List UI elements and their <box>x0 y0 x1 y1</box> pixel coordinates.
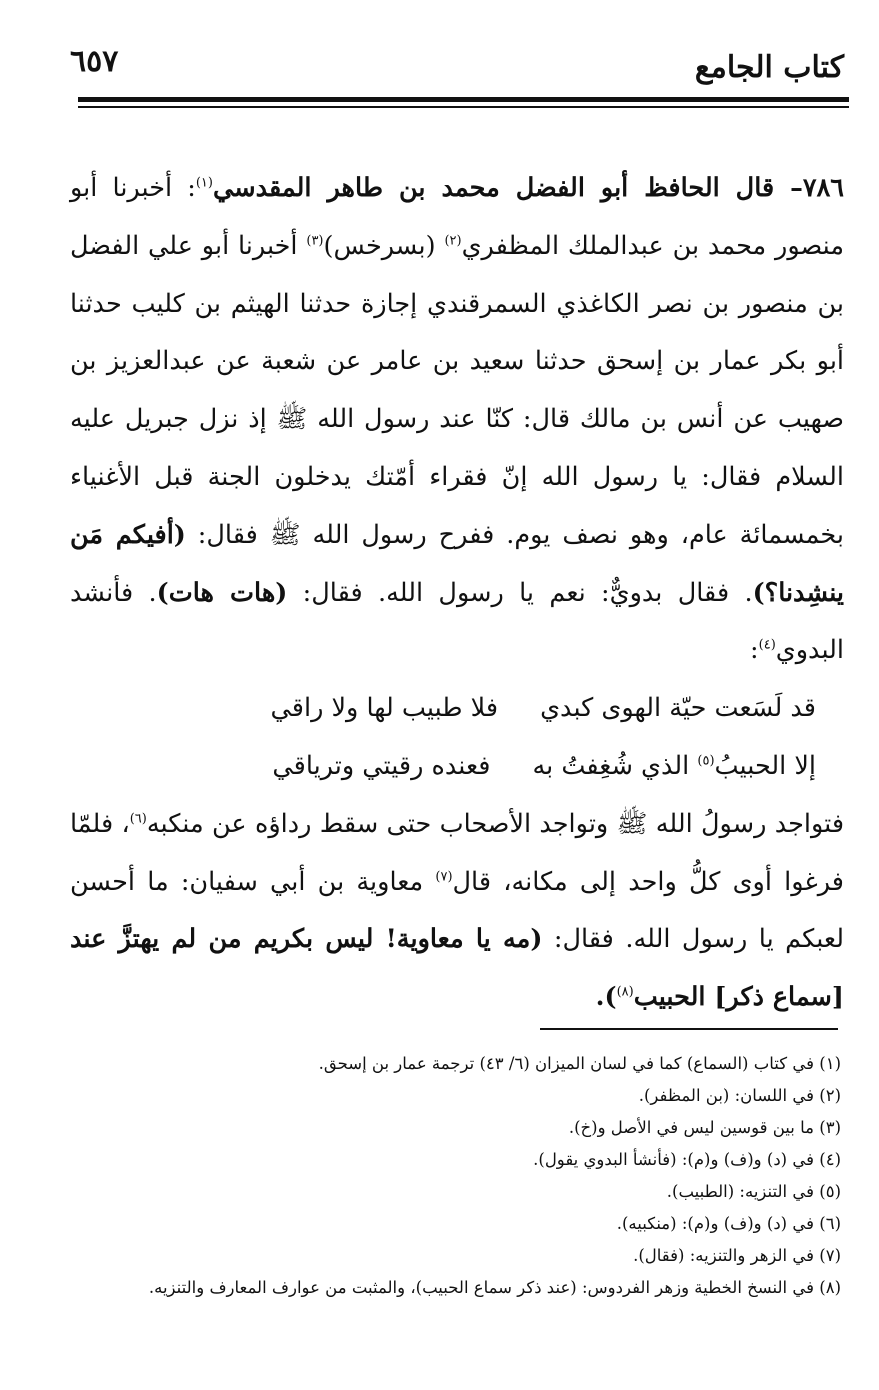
verse-2-text-b: الذي شُغِفتُ به <box>532 750 698 781</box>
book-section-title: كتاب الجامع <box>694 50 844 85</box>
footnote-ref-6: (٦) <box>129 811 147 827</box>
closing-text-b: ، فلمّا فرغوا أوى كلُّ واحد إلى مكانه، قال <box>70 808 844 897</box>
closing-text-c: معاوية بن أبي سفيان: ما أحسن لعبكم يا رسول الله. فقال: <box>70 866 844 955</box>
footnote-ref-8: (٨) <box>616 984 634 1000</box>
header-rule-thick <box>78 97 849 102</box>
main-text <box>70 160 844 1027</box>
footnotes-list <box>60 1048 841 1304</box>
footnote-item: (١) في كتاب (السماع) كما في لسان الميزان (٦/ ٤٣) ترجمة عمار بن إسحق. <box>318 1054 841 1073</box>
footnote-item: (٨) في النسخ الخطية وزهر الفردوس: (عند ذكر سماع الحبيب)، والمثبت من عوارف المعارف والتنزيه. <box>148 1278 841 1297</box>
footnote-ref-4: (٤) <box>758 637 776 653</box>
footnote-item: (٣) ما بين قوسين ليس في الأصل و(خ). <box>568 1118 841 1137</box>
footnote-ref-5: (٥) <box>697 753 715 769</box>
isnad-text-a: : أخبرنا أبو منصور محمد بن عبدالملك المظفري <box>70 173 844 261</box>
hadith-number: ٧٨٦– <box>774 173 844 203</box>
poem-verse-2 <box>70 738 844 796</box>
prophet-quote-3-end: ). <box>595 982 617 1013</box>
narration-text-e: . فأنشد البدوي <box>70 577 844 666</box>
footnote-item: (٥) في التنزيه: (الطبيب). <box>666 1182 841 1201</box>
verse-1-second-hemistich: فلا طبيب لها ولا راقي <box>270 693 499 724</box>
header-rule-thin <box>78 106 849 108</box>
prophet-quote-3: (مه يا معاوية! ليس بكريم من لم يهتزَّ عند [سماع ذكر] الحبيب <box>70 924 844 1013</box>
narration-text-d: . فقال بدويٌّ: نعم يا رسول الله. فقال: <box>287 577 753 608</box>
prophet-quote-1: (أفيكم مَن ينشِدنا؟) <box>70 519 844 608</box>
footnote-ref-2: (٢) <box>444 233 462 249</box>
verse-2-first-hemistich <box>532 738 816 796</box>
poem <box>70 680 844 796</box>
narration-text-f: : <box>750 635 759 666</box>
isnad-text-c: أخبرنا أبو علي الفضل بن منصور بن نصر الكاغذي السمرقندي إجازة حدثنا الهيثم بن كليب حدثنا أبو بكر عمار بن إسحق حدثنا سعيد بن عامر عن شعبة عن عبدالعزيز بن صهيب عن أنس بن مالك قال: كنّا عند رسول الله ﷺ إذ نزل جبريل عليه السلام فقال: يا رسول الله إنّ فقراء أمّتك يدخلون الجنة قبل الأغنياء بخمسمائة عام، وهو نصف يوم. ففرح رسول الله ﷺ فقال: <box>70 230 844 550</box>
verse-2-second-hemistich: فعنده رقيتي وترياقي <box>272 750 491 781</box>
footnote-item: (٢) في اللسان: (بن المظفر). <box>638 1086 841 1105</box>
hadith-paragraph <box>70 160 844 680</box>
prophet-quote-2: (هات هات) <box>156 577 288 608</box>
footnote-ref-7: (٧) <box>435 869 453 885</box>
verse-2-text-a: إلا الحبيبُ <box>714 750 816 781</box>
footnote-ref-3: (٣) <box>306 233 324 249</box>
footnote-ref-1: (١) <box>195 175 213 191</box>
closing-text-a: فتواجد رسولُ الله ﷺ وتواجد الأصحاب حتى سقط رداؤه عن منكبه <box>146 808 845 839</box>
footnote-separator <box>540 1028 838 1030</box>
page-number: ٦٥٧ <box>70 44 119 79</box>
poem-verse-1 <box>70 680 844 738</box>
isnad-text-b: (بسرخس) <box>323 230 445 261</box>
footnote-item: (٧) في الزهر والتنزيه: (فقال). <box>633 1246 841 1265</box>
closing-paragraph <box>70 796 844 1027</box>
narrator-name: قال الحافظ أبو الفضل محمد بن طاهر المقدسي <box>212 173 775 203</box>
footnote-item: (٤) في (د) و(ف) و(م): (فأنشأ البدوي يقول). <box>533 1150 841 1169</box>
verse-1-first-hemistich: قد لَسَعت حيّة الهوى كبدي <box>540 693 816 724</box>
footnote-item: (٦) في (د) و(ف) و(م): (منكبيه). <box>616 1214 841 1233</box>
